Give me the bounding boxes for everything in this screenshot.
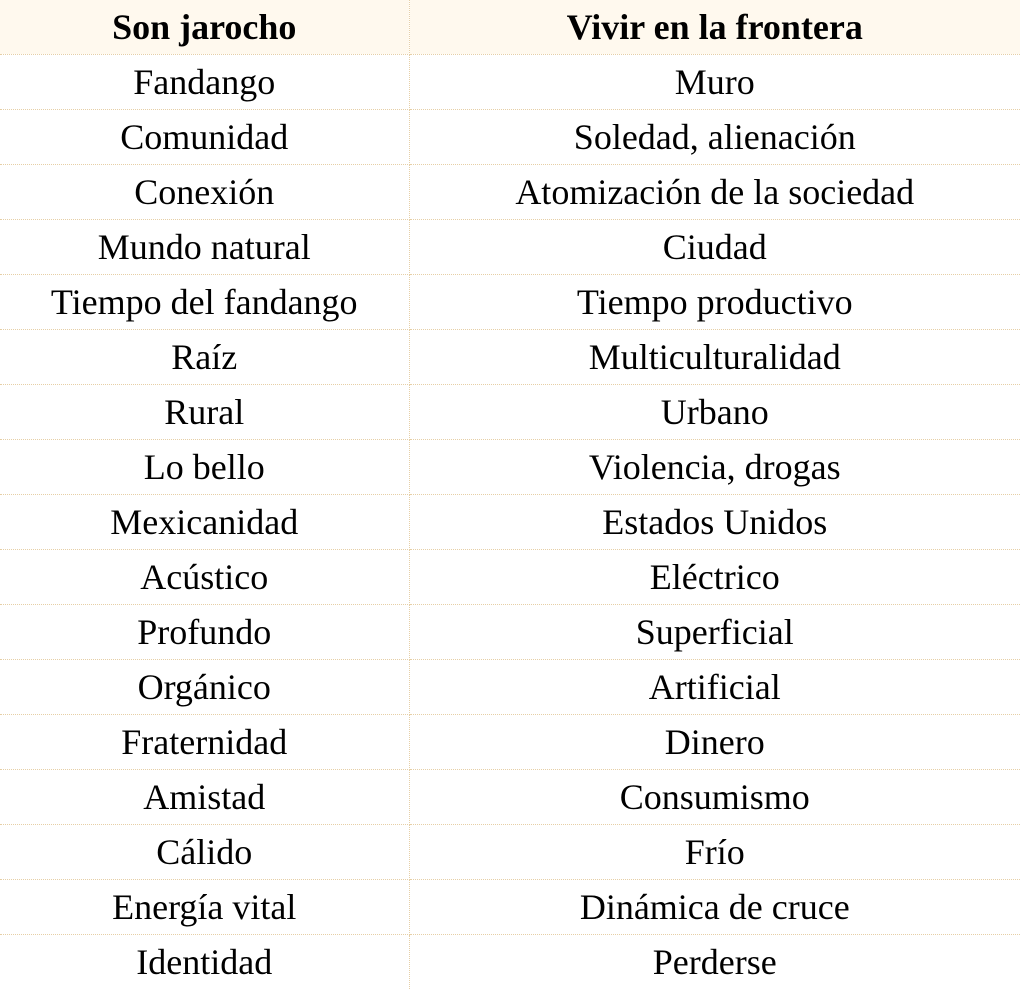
vivir-en-la-frontera-cell: Superficial [409, 605, 1020, 660]
vivir-en-la-frontera-cell: Violencia, drogas [409, 440, 1020, 495]
table-header [0, 0, 1020, 55]
table-row [0, 55, 1020, 110]
vivir-en-la-frontera-cell: Urbano [409, 385, 1020, 440]
table-row [0, 220, 1020, 275]
son-jarocho-cell: Fandango [0, 55, 409, 110]
table-row [0, 880, 1020, 935]
son-jarocho-cell: Lo bello [0, 440, 409, 495]
son-jarocho-cell: Conexión [0, 165, 409, 220]
son-jarocho-cell: Rural [0, 385, 409, 440]
vivir-en-la-frontera-cell: Eléctrico [409, 550, 1020, 605]
vivir-en-la-frontera-cell: Multiculturalidad [409, 330, 1020, 385]
son-jarocho-cell: Amistad [0, 770, 409, 825]
vivir-en-la-frontera-cell: Tiempo productivo [409, 275, 1020, 330]
son-jarocho-cell: Raíz [0, 330, 409, 385]
son-jarocho-cell: Profundo [0, 605, 409, 660]
vivir-en-la-frontera-cell: Consumismo [409, 770, 1020, 825]
vivir-en-la-frontera-cell: Frío [409, 825, 1020, 880]
table-row [0, 935, 1020, 989]
table-row [0, 495, 1020, 550]
son-jarocho-cell: Fraternidad [0, 715, 409, 770]
son-jarocho-cell: Mexicanidad [0, 495, 409, 550]
vivir-en-la-frontera-cell: Estados Unidos [409, 495, 1020, 550]
son-jarocho-cell: Tiempo del fandango [0, 275, 409, 330]
table-row [0, 165, 1020, 220]
header-row [0, 0, 1020, 55]
vivir-en-la-frontera-cell: Soledad, alienación [409, 110, 1020, 165]
vivir-en-la-frontera-cell: Dinero [409, 715, 1020, 770]
column-header-vivir-en-la-frontera: Vivir en la frontera [409, 0, 1020, 55]
son-jarocho-cell: Identidad [0, 935, 409, 989]
son-jarocho-cell: Mundo natural [0, 220, 409, 275]
son-jarocho-cell: Comunidad [0, 110, 409, 165]
table-row [0, 715, 1020, 770]
son-jarocho-cell: Orgánico [0, 660, 409, 715]
vivir-en-la-frontera-cell: Muro [409, 55, 1020, 110]
table-row [0, 605, 1020, 660]
table-row [0, 660, 1020, 715]
table-row [0, 550, 1020, 605]
table-row [0, 110, 1020, 165]
vivir-en-la-frontera-cell: Artificial [409, 660, 1020, 715]
table-body [0, 55, 1020, 989]
son-jarocho-cell: Cálido [0, 825, 409, 880]
vivir-en-la-frontera-cell: Atomización de la sociedad [409, 165, 1020, 220]
table-row [0, 440, 1020, 495]
son-jarocho-cell: Energía vital [0, 880, 409, 935]
table-row [0, 385, 1020, 440]
table-row [0, 825, 1020, 880]
vivir-en-la-frontera-cell: Ciudad [409, 220, 1020, 275]
table-row [0, 330, 1020, 385]
vivir-en-la-frontera-cell: Perderse [409, 935, 1020, 989]
table-row [0, 275, 1020, 330]
vivir-en-la-frontera-cell: Dinámica de cruce [409, 880, 1020, 935]
table-row [0, 770, 1020, 825]
column-header-son-jarocho: Son jarocho [0, 0, 409, 55]
son-jarocho-cell: Acústico [0, 550, 409, 605]
